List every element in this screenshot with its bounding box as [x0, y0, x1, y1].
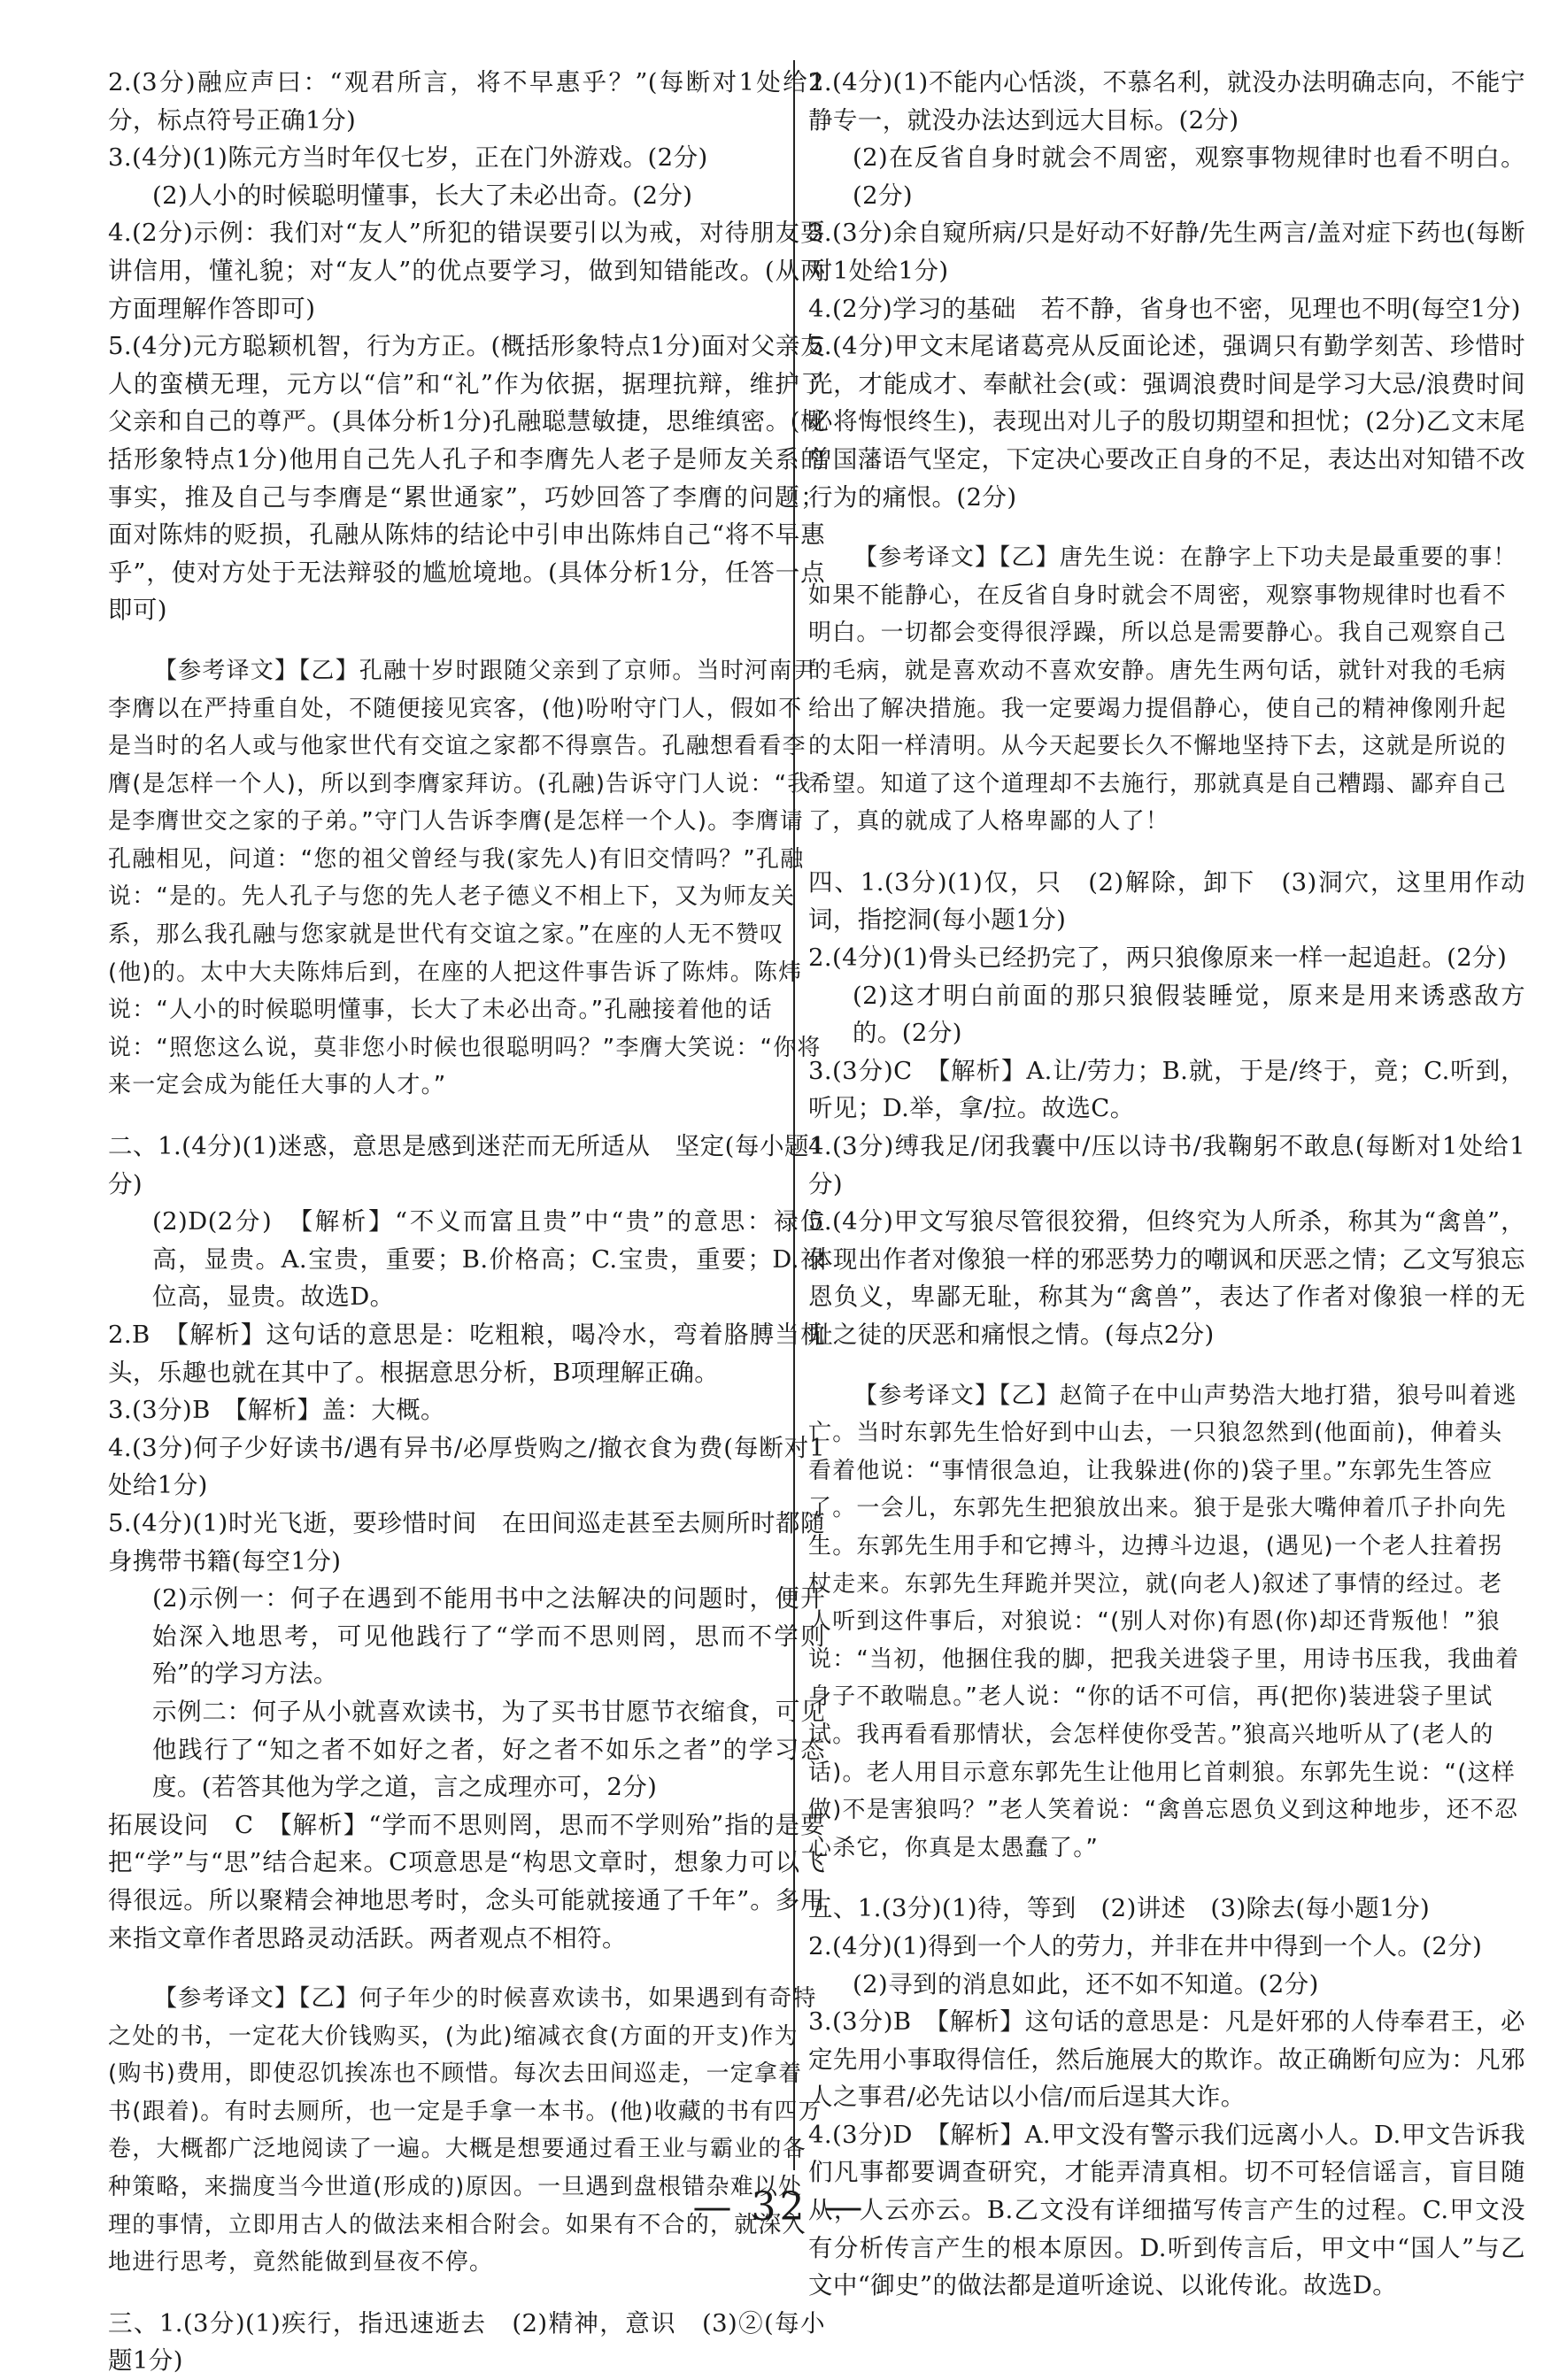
- answer-item: (2)这才明白前面的那只狼假装睡觉，原来是用来诱惑敌方的。(2分): [853, 981, 1525, 1048]
- answer-item: (2)示例一：何子在遇到不能用书中之法解决的问题时，便开始深入地思考，可见他践行了“学而不思则罔，思而不学则殆”的学习方法。: [152, 1584, 825, 1689]
- answer-item: 4.(3分)缚我足/闭我囊中/压以诗书/我鞠躬不敢息(每断对1处给1分): [808, 1132, 1525, 1198]
- answer-item: 2.B 【解析】这句话的意思是：吃粗粮，喝冷水，弯着胳膊当枕头，乐趣也就在其中了。根据意思分析，B项理解正确。: [108, 1321, 825, 1387]
- page-number: — 32 —: [692, 2184, 867, 2230]
- answer-item: 3.(3分)B 【解析】这句话的意思是：凡是奸邪的人侍奉君王，必定先用小事取得信任，然后施展大的欺诈。故正确断句应为：凡邪人之事君/必先诂以小信/而后逞其大诈。: [808, 2007, 1525, 2112]
- answer-item: (2)寻到的消息如此，还不如不知道。(2分): [853, 1969, 1319, 1999]
- translation-paragraph: 【参考译文】【乙】何子年少的时候喜欢读书，如果遇到有奇特之处的书，一定花大价钱购买，(为此)缩减衣食(方面的开支)作为(购书)费用，即使忍饥挨冻也不顾惜。每次去田间巡走，一定拿着书(跟着)。有时去厕所，也一定是手拿一本书。(他)收藏的书有四万卷，大概都广泛地阅读了一遍。大概是想要通过看王业与霸业的各种策略，来揣度当今世道(形成的)原因。一旦遇到盘根错杂难以处理的事情，立即用古人的做法来相合附会。如果有不合的，就深入地进行思考，竟然能做到昼夜不停。: [108, 1985, 822, 2276]
- answer-item: 3.(3分)C 【解析】A.让/劳力；B.就，于是/终于，竟；C.听到，听见；D.举，拿/拉。故选C。: [808, 1056, 1525, 1123]
- answer-item: 二、1.(4分)(1)迷惑，意思是感到迷茫而无所适从 坚定(每小题1分): [108, 1132, 825, 1198]
- answer-item: (2)在反省自身时就会不周密，观察事物规律时也看不明白。(2分): [853, 143, 1525, 210]
- answer-item: 2.(4分)(1)得到一个人的劳力，并非在井中得到一个人。(2分): [808, 1931, 1483, 1960]
- answer-item: 4.(2分)示例：我们对“友人”所犯的错误要引以为戒，对待朋友要讲信用，懂礼貌；对“友人”的优点要学习，做到知错能改。(从两方面理解作答即可): [108, 219, 825, 323]
- answer-item: 拓展设问 C 【解析】“学而不思则罔，思而不学则殆”指的是要把“学”与“思”结合起来。C项意思是“构思文章时，想象力可以飞得很远。所以聚精会神地思考时，念头可能就接通了千年”。多用来指文章作者思路灵动活跃。两者观点不相符。: [108, 1810, 825, 1953]
- answer-item: 四、1.(3分)(1)仅，只 (2)解除，卸下 (3)洞穴，这里用作动词，指挖洞(每小题1分): [808, 867, 1525, 935]
- translation-paragraph: 【参考译文】【乙】赵简子在中山声势浩大地打猎，狼号叫着逃亡。当时东郭先生恰好到中山去，一只狼忽然到(他面前)，伸着头看着他说：“事情很急迫，让我躲进(你的)袋子里。”东郭先生答应了。一会儿，东郭先生把狼放出来。狼于是张大嘴伸着爪子扑向先生。东郭先生用手和它搏斗，边搏斗边退，(遇见)一个老人拄着拐杖走来。东郭先生拜跪并哭泣，就(向老人)叙述了事情的经过。老人听到这件事后，对狼说：“(别人对你)有恩(你)却还背叛他！”狼说：“当初，他捆住我的脚，把我关进袋子里，用诗书压我，我曲着身子不敢喘息。”老人说：“你的话不可信，再(把你)装进袋子里试试。我再看看那情状，会怎样使你受苦。”狼高兴地听从了(老人的话)。老人用目示意东郭先生让他用匕首刺狼。东郭先生说：“(这样做)不是害狼吗？”老人笑着说：“禽兽忘恩负义到这种地步，还不忍心杀它，你真是太愚蠢了。”: [808, 1382, 1520, 1861]
- answer-item: 4.(3分)D 【解析】A.甲文没有警示我们远离小人。D.甲文告诉我们凡事都要调查研究，才能弄清真相。切不可轻信谣言，盲目随从，人云亦云。B.乙文没有详细描写传言产生的过程。C.甲文没有分析传言产生的根本原因。D.听到传言后，甲文中“国人”与乙文中“御史”的做法都是道听途说、以讹传讹。故选D。: [808, 2120, 1525, 2300]
- translation-paragraph: 【参考译文】【乙】唐先生说：在静字上下功夫是最重要的事！如果不能静心，在反省自身时就会不周密，观察事物规律时也看不明白。一切都会变得很浮躁，所以总是需要静心。我自己观察自己的毛病，就是喜欢动不喜欢安静。唐先生两句话，就针对我的毛病给出了解决措施。我一定要竭力提倡静心，使自己的精神像刚升起的太阳一样清明。从今天起要长久不懈地坚持下去，这就是所说的希望。知道了这个道理却不去施行，那就真是自己糟蹋、鄙弃自己了，真的就成了人格卑鄙的人了！: [808, 544, 1517, 836]
- right-column: [808, 64, 1525, 2305]
- answer-item: 五、1.(3分)(1)待，等到 (2)讲述 (3)除去(每小题1分): [808, 1894, 1431, 1923]
- answer-item: 3.(4分)(1)陈元方当时年仅七岁，正在门外游戏。(2分): [108, 143, 708, 173]
- answer-item: 4.(2分)学习的基础 若不静，省身也不密，见理也不明(每空1分): [808, 294, 1521, 323]
- answer-item: 4.(3分)何子少好读书/遇有异书/必厚赀购之/撤衣食为费(每断对1处给1分): [108, 1433, 825, 1500]
- answer-item: (2)人小的时候聪明懂事，长大了未必出奇。(2分): [152, 181, 693, 210]
- answer-item: 3.(3分)B 【解析】盖：大概。: [108, 1396, 445, 1425]
- answer-item: 5.(4分)甲文末尾诸葛亮从反面论述，强调只有勤学刻苦、珍惜时光，才能成才、奉献社会(或：强调浪费时间是学习大忌/浪费时间必将悔恨终生)，表现出对儿子的殷切期望和担忧；(2分)乙文末尾曾国藩语气坚定，下定决心要改正自身的不足，表达出对知错不改行为的痛恨。(2分): [808, 332, 1525, 512]
- answer-item: 5.(4分)(1)时光飞逝，要珍惜时间 在田间巡走甚至去厕所时都随身携带书籍(每空1分): [108, 1508, 825, 1575]
- answer-item: (2)D(2分) 【解析】“不义而富且贵”中“贵”的意思：禄位高，显贵。A.宝贵，重要；B.价格高；C.宝贵，重要；D.禄位高，显贵。故选D。: [152, 1207, 825, 1312]
- answer-item: 5.(4分)元方聪颖机智，行为方正。(概括形象特点1分)面对父亲友人的蛮横无理，元方以“信”和“礼”作为依据，据理抗辩，维护了父亲和自己的尊严。(具体分析1分)孔融聪慧敏捷，思维缜密。(概括形象特点1分)他用自己先人孔子和李膺先人老子是师友关系的事实，推及自己与李膺是“累世通家”，巧妙回答了李膺的问题；面对陈炜的贬损，孔融从陈炜的结论中引申出陈炜自己“将不早惠乎”，使对方处于无法辩驳的尴尬境地。(具体分析1分，任答一点即可): [108, 332, 825, 625]
- left-column: [108, 64, 825, 2380]
- answer-item: 3.(3分)余自窥所病/只是好动不好静/先生两言/盖对症下药也(每断对1处给1分): [808, 219, 1525, 285]
- answer-item: 5.(4分)甲文写狼尽管很狡猾，但终究为人所杀，称其为“禽兽”，体现出作者对像狼一样的邪恶势力的嘲讽和厌恶之情；乙文写狼忘恩负义，卑鄙无耻，称其为“禽兽”，表达了作者对像狼一样的无耻之徒的厌恶和痛恨之情。(每点2分): [808, 1207, 1525, 1349]
- answer-item: 示例二：何子从小就喜欢读书，为了买书甘愿节衣缩食，可见他践行了“知之者不如好之者，好之者不如乐之者”的学习态度。(若答其他为学之道，言之成理亦可，2分): [152, 1697, 825, 1802]
- answer-item: 2.(3分)融应声曰：“观君所言，将不早惠乎？”(每断对1处给1分，标点符号正确1分): [108, 68, 825, 135]
- answer-item: 三、1.(3分)(1)疾行，指迅速逝去 (2)精神，意识 (3)②(每小题1分): [108, 2308, 825, 2376]
- answer-item: 2.(4分)(1)骨头已经扔完了，两只狼像原来一样一起追赶。(2分): [808, 944, 1508, 973]
- answer-item: 2.(4分)(1)不能内心恬淡，不慕名利，就没办法明确志向，不能宁静专一，就没办法达到远大目标。(2分): [808, 68, 1525, 135]
- translation-paragraph: 【参考译文】【乙】孔融十岁时跟随父亲到了京师。当时河南尹李膺以在严持重自处，不随便接见宾客，(他)吩咐守门人，假如不是当时的名人或与他家世代有交谊之家都不得禀告。孔融想看看李膺(是怎样一个人)，所以到李膺家拜访。(孔融)告诉守门人说：“我是李膺世交之家的子弟。”守门人告诉李膺(是怎样一个人)。李膺请孔融相见，问道：“您的祖父曾经与我(家先人)有旧交情吗？”孔融说：“是的。先人孔子与您的先人老子德义不相上下，又为师友关系，那么我孔融与您家就是世代有交谊之家。”在座的人无不赞叹(他)的。太中大夫陈炜后到，在座的人把这件事告诉了陈炜。陈炜说：“人小的时候聪明懂事，长大了未必出奇。”孔融接着他的话说：“照您这么说，莫非您小时候也很聪明吗？”李膺大笑说：“你将来一定会成为能任大事的人才。”: [108, 657, 822, 1099]
